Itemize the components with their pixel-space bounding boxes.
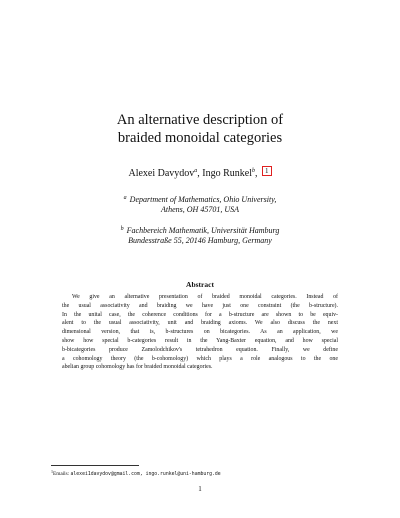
abstract-line: We give an alternative presentation of braided monoidal categories. Instead of	[72, 294, 338, 300]
author-separator: ,	[255, 168, 258, 179]
title-line-1: An alternative description of	[116, 112, 284, 128]
affiliation-line: Fachbereich Mathematik, Universität Hamburg	[126, 226, 280, 235]
abstract-line: a cohomology theory (the b-cohomology) which plays a role analogous to the one	[62, 355, 338, 362]
page-number: 1	[198, 485, 202, 493]
affiliation-line: Athens, OH 45701, USA	[161, 205, 239, 214]
abstract-line: dimensional version, that is, b-structures on bicategories. As an application, we	[62, 329, 338, 336]
abstract-line: show how special b-categories result in the Yang-Baxter equation, and how special	[62, 337, 338, 344]
affiliation-mark: b	[252, 168, 256, 174]
affiliation-mark: a	[194, 168, 198, 174]
affiliation	[0, 224, 400, 246]
author-name: Ingo Runkel	[202, 168, 253, 179]
affiliation-mark: a	[123, 195, 127, 201]
abstract-line: b-bicategories produce Zamolodchikov's tetrahedron equation. Finally, we define	[62, 346, 338, 353]
author-list	[0, 165, 400, 180]
author-name: Alexei Davydov	[128, 168, 195, 179]
abstract-line: abelian group cohomology has for braided monoidal categories.	[62, 364, 213, 371]
abstract-line: alent to the usual associativity, unit and braiding axioms. We also discuss the next	[62, 320, 338, 327]
abstract-line: In the unital case, the coherence conditions for a b-structure are shown to be equiv-	[62, 311, 338, 318]
affiliation	[0, 193, 400, 215]
paper-title	[0, 111, 400, 147]
footnote-label: Emails:	[53, 471, 71, 477]
abstract-line: the usual associativity and braiding we have just one constraint (the b-structure).	[62, 302, 338, 309]
footnote-divider	[51, 465, 139, 466]
footnote-mark: 1	[51, 469, 53, 474]
affiliation-line: Department of Mathematics, Ohio University,	[129, 195, 277, 204]
affiliation-line: Bundesstraße 55, 20146 Hamburg, Germany	[128, 236, 272, 245]
footnote-link[interactable]: 1	[262, 166, 272, 176]
footnote-emails[interactable]: alexei1davydov@gmail.com, ingo.runkel@uni-hamburg.de	[70, 472, 221, 477]
title-line-2: braided monoidal categories	[117, 130, 283, 146]
affiliation-mark: b	[120, 226, 124, 232]
footnote	[51, 468, 221, 478]
abstract-heading: Abstract	[186, 280, 214, 289]
author-separator: ,	[197, 168, 203, 179]
abstract-text	[62, 293, 338, 372]
